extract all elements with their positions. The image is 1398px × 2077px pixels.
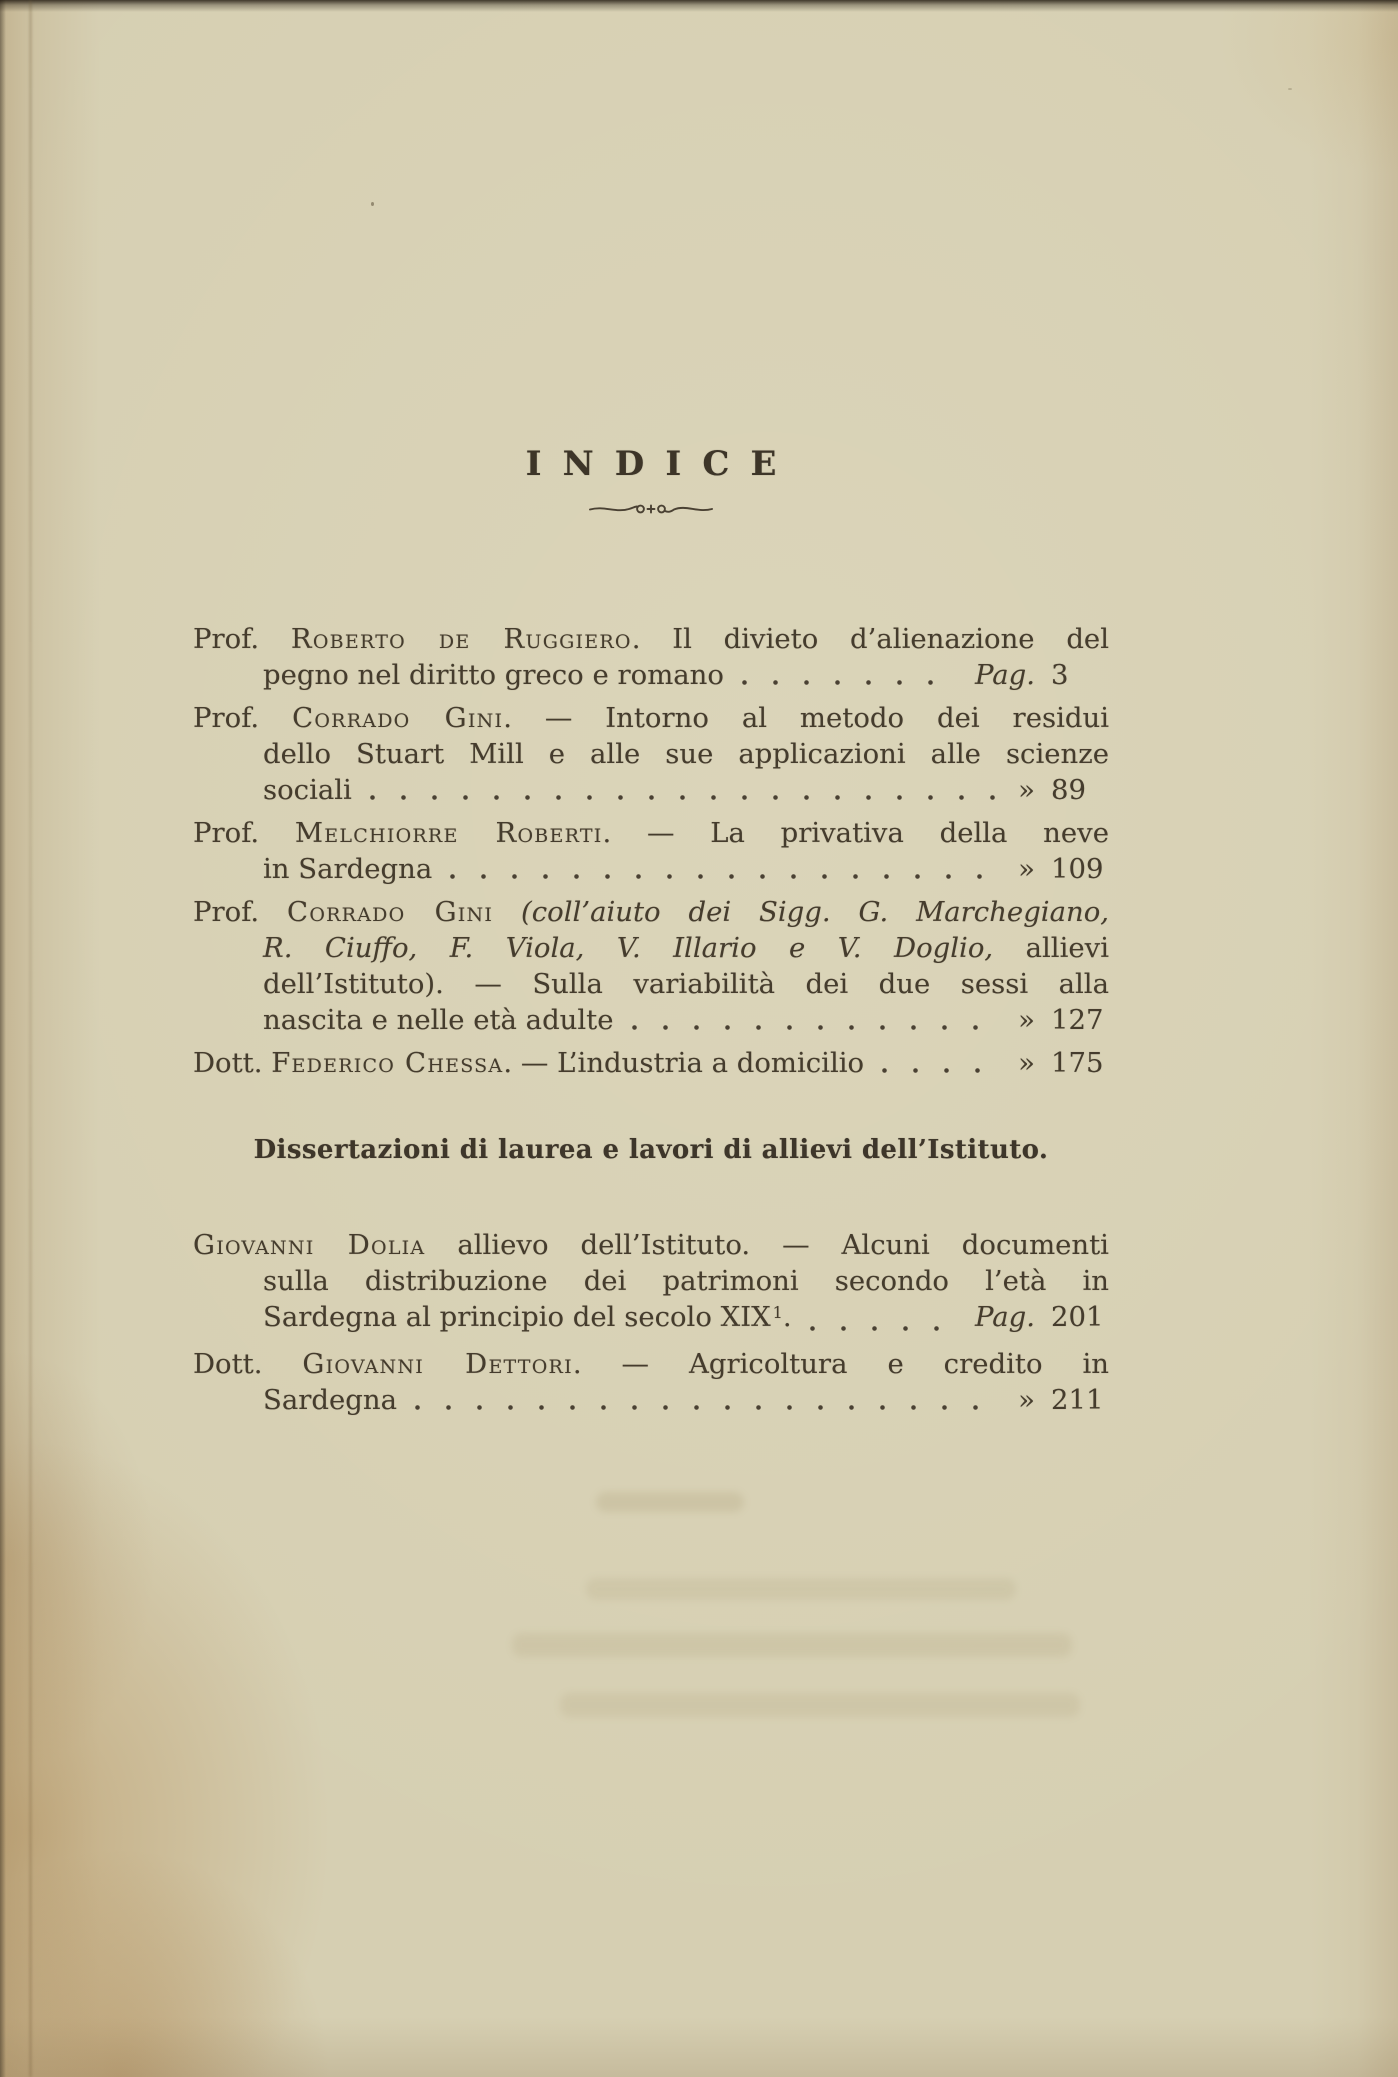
toc-text: in Sardegna [263, 853, 433, 885]
toc-entry [193, 621, 1109, 693]
toc-text: dello Stuart Mill e alle sue applicazioni alle scienze [263, 738, 1109, 770]
toc-text: 1 [772, 1303, 783, 1323]
show-through-ghost [596, 1492, 744, 1512]
dot-leader [810, 1326, 959, 1331]
toc-text: Corrado Gini [287, 896, 494, 928]
toc-text: Corrado Gini [292, 702, 504, 734]
toc-line [193, 1002, 1109, 1038]
toc-text: Prof. [193, 896, 288, 928]
toc-text: . [782, 1301, 792, 1333]
toc-line [193, 930, 1109, 966]
toc-text: Prof. [193, 702, 293, 734]
toc-text: pegno nel diritto greco e romano [263, 659, 724, 691]
toc-line [193, 657, 1109, 693]
toc-entry [193, 1346, 1109, 1418]
toc-main-list [193, 621, 1109, 1088]
toc-text: Dott. [193, 1047, 272, 1079]
toc-text: Giovanni Dettori [302, 1348, 573, 1380]
toc-entry [193, 700, 1109, 808]
page-title: INDICE [525, 444, 798, 484]
show-through-ghost [560, 1693, 1080, 1717]
toc-text: Dott. [193, 1348, 303, 1380]
dot-leader [450, 874, 1002, 879]
toc-text: allievo dell’Istituto. — Alcuni documenti [425, 1229, 1109, 1261]
toc-text: . — Agricoltura e credito in [572, 1348, 1109, 1380]
dot-leader [415, 1405, 1002, 1410]
page-ref-label: » [1018, 1047, 1035, 1079]
dot-leader [882, 1068, 1002, 1073]
toc-entry [193, 1227, 1109, 1339]
toc-line [193, 815, 1109, 851]
toc-text [493, 896, 521, 928]
toc-line [193, 1346, 1109, 1382]
toc-text: (coll’aiuto dei Sigg. G. Marchegiano, [521, 896, 1109, 928]
toc-text: Prof. [193, 817, 295, 849]
toc-line [193, 1382, 1109, 1418]
toc-text: . — Intorno al metodo dei residui [503, 702, 1109, 734]
toc-text: sulla distribuzione dei patrimoni secondo l’età in [263, 1265, 1109, 1297]
toc-line [193, 736, 1109, 772]
toc-line [193, 1263, 1109, 1299]
title-flourish-ornament [588, 500, 714, 518]
page-ref-label: » [1018, 774, 1035, 806]
show-through-ghost [586, 1578, 1016, 1600]
toc-text: Sardegna [263, 1384, 397, 1416]
dot-leader [370, 795, 1002, 800]
dot-leader [632, 1025, 1003, 1030]
page-ref-label: Pag. [974, 1301, 1035, 1333]
toc-dissertations-list [193, 1227, 1109, 1425]
toc-entry [193, 1045, 1109, 1081]
ink-speck [1288, 88, 1292, 90]
toc-line [193, 1227, 1109, 1263]
page-ref-label: Pag. [974, 659, 1035, 691]
toc-text: . Il divieto d’alienazione del [631, 623, 1110, 655]
toc-line [193, 1299, 1109, 1339]
toc-text: . — La privativa della neve [602, 817, 1109, 849]
toc-line [193, 772, 1109, 808]
section-heading: Dissertazioni di laurea e lavori di allievi dell’Istituto. [253, 1135, 1049, 1165]
page-ref-label: » [1018, 1004, 1035, 1036]
toc-text: allievi [993, 932, 1109, 964]
toc-text: R. Ciuffo, F. Viola, V. Illario e V. Doglio, [263, 932, 994, 964]
toc-line [193, 851, 1109, 887]
toc-text: Giovanni Dolia [193, 1229, 426, 1261]
toc-text: Federico Chessa [271, 1047, 504, 1079]
toc-text: . — L’industria a domicilio [503, 1047, 865, 1079]
toc-entry [193, 894, 1109, 1038]
page-number: 201 [1051, 1301, 1104, 1333]
page-number: 109 [1051, 853, 1104, 885]
page-number: 127 [1051, 1004, 1104, 1036]
toc-text: Melchiorre Roberti [294, 817, 603, 849]
page-number: 89 [1051, 774, 1086, 806]
toc-line [193, 1045, 1109, 1081]
toc-text: dell’Istituto). — Sulla variabilità dei due sessi alla [263, 968, 1109, 1000]
toc-text: Prof. [193, 623, 291, 655]
page-fold-line [29, 0, 32, 2077]
page-number: 211 [1051, 1384, 1104, 1416]
page-ref-label: » [1018, 1384, 1035, 1416]
toc-entry [193, 815, 1109, 887]
toc-line [193, 700, 1109, 736]
page-ref-label: » [1018, 853, 1035, 885]
toc-text: nascita e nelle età adulte [263, 1004, 614, 1036]
toc-line [193, 966, 1109, 1002]
page-number: 175 [1051, 1047, 1104, 1079]
show-through-ghost [512, 1633, 1072, 1657]
toc-line [193, 621, 1109, 657]
toc-text: sociali [263, 774, 352, 806]
toc-text: Roberto de Ruggiero [290, 623, 632, 655]
toc-line [193, 894, 1109, 930]
page-number: 3 [1051, 659, 1069, 691]
toc-text: Sardegna al principio del secolo XIX [263, 1301, 771, 1333]
ink-speck [371, 202, 374, 206]
dot-leader [742, 680, 959, 685]
